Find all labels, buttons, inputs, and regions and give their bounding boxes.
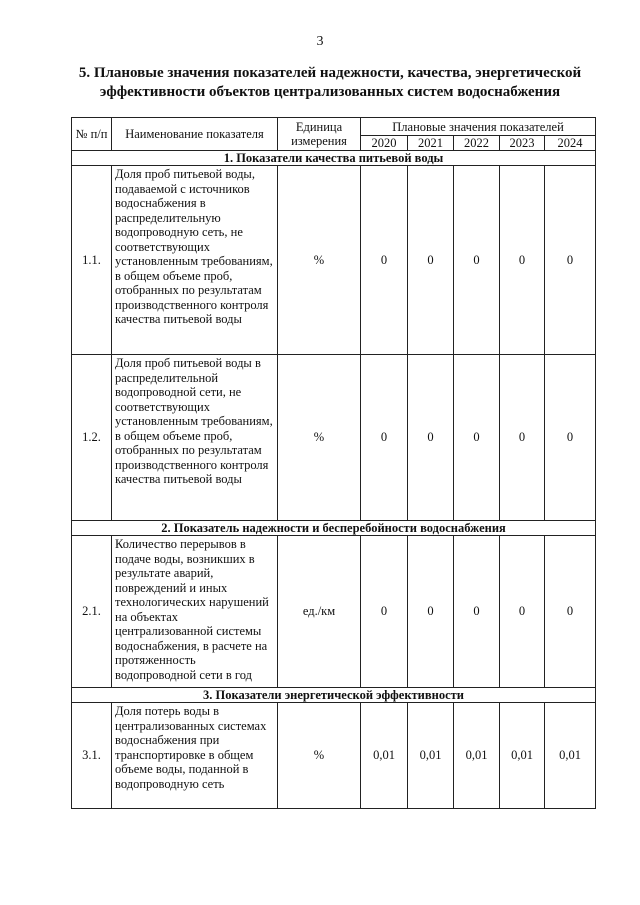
row-value: 0 — [454, 166, 500, 355]
row-value: 0 — [500, 166, 545, 355]
title-line-1: 5. Плановые значения показателей надежности, качества, энергетической — [78, 65, 582, 81]
header-year: 2023 — [500, 136, 545, 151]
row-unit: % — [278, 703, 361, 809]
row-num: 2.1. — [72, 536, 112, 688]
header-year: 2020 — [361, 136, 408, 151]
row-name: Доля потерь воды в централизованных системах водоснабжения при транспортировке в общем объеме воды, поданной в водопроводную сеть — [112, 703, 278, 809]
page-number: 3 — [316, 34, 324, 49]
row-value: 0 — [454, 355, 500, 521]
title-line-2: эффективности объектов централизованных систем водоснабжения — [99, 84, 561, 100]
section-row — [72, 521, 596, 536]
row-value: 0 — [500, 355, 545, 521]
table-row — [72, 355, 596, 521]
row-value: 0 — [454, 536, 500, 688]
header-year: 2024 — [545, 136, 596, 151]
row-value: 0 — [361, 355, 408, 521]
row-value: 0 — [545, 355, 596, 521]
row-name: Количество перерывов в подаче воды, возникших в результате аварий, повреждений и иных технологических нарушений на объектах централизованной системы водоснабжения, в расчете на протяженность водопроводной сети в год — [112, 536, 278, 688]
header-year: 2022 — [454, 136, 500, 151]
row-value: 0,01 — [454, 703, 500, 809]
section-title: 3. Показатели энергетической эффективности — [72, 688, 596, 703]
row-num: 1.2. — [72, 355, 112, 521]
table-row — [72, 166, 596, 355]
row-value: 0,01 — [545, 703, 596, 809]
row-value: 0,01 — [408, 703, 454, 809]
table-row — [72, 703, 596, 809]
section-title: 2. Показатель надежности и бесперебойности водоснабжения — [72, 521, 596, 536]
row-value: 0 — [361, 166, 408, 355]
row-value: 0 — [408, 166, 454, 355]
row-name: Доля проб питьевой воды, подаваемой с источников водоснабжения в распределительную водопроводную сеть, не соответствующих установленным требованиям, в общем объеме проб, отобранных по результатам производственного контроля качества питьевой воды — [112, 166, 278, 355]
row-num: 3.1. — [72, 703, 112, 809]
row-unit: % — [278, 166, 361, 355]
section-title: 1. Показатели качества питьевой воды — [72, 151, 596, 166]
header-planned: Плановые значения показателей — [361, 118, 596, 136]
indicators-table — [71, 117, 596, 809]
row-value: 0 — [408, 355, 454, 521]
row-unit: % — [278, 355, 361, 521]
section-row — [72, 688, 596, 703]
header-num: № п/п — [72, 118, 112, 151]
row-value: 0 — [545, 536, 596, 688]
row-value: 0 — [408, 536, 454, 688]
row-value: 0,01 — [500, 703, 545, 809]
row-unit: ед./км — [278, 536, 361, 688]
header-name: Наименование показателя — [112, 118, 278, 151]
row-value: 0 — [361, 536, 408, 688]
table-row — [72, 536, 596, 688]
row-num: 1.1. — [72, 166, 112, 355]
header-unit: Единица измерения — [278, 118, 361, 151]
header-year: 2021 — [408, 136, 454, 151]
row-value: 0 — [545, 166, 596, 355]
row-value: 0,01 — [361, 703, 408, 809]
section-row — [72, 151, 596, 166]
page-title — [60, 64, 600, 102]
row-name: Доля проб питьевой воды в распределительной водопроводной сети, не соответствующих установленным требованиям, в общем объеме проб, отобранных по результатам производственного контроля качества питьевой воды — [112, 355, 278, 521]
row-value: 0 — [500, 536, 545, 688]
